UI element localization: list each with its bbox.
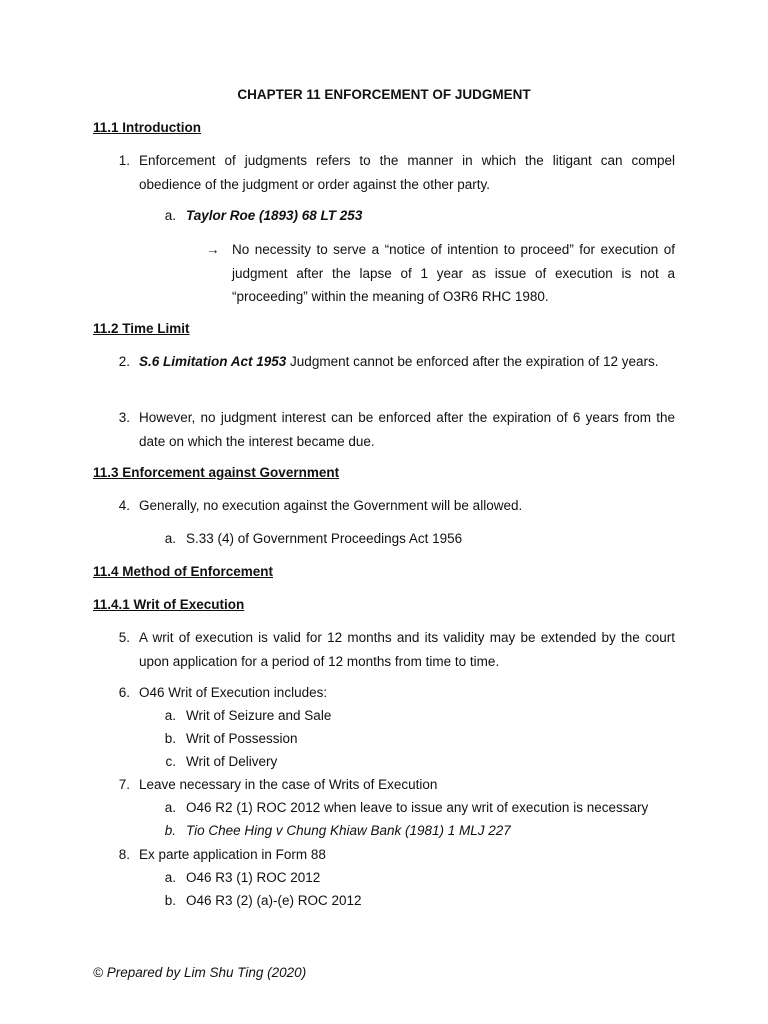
sub-item-letter: b.: [164, 823, 176, 838]
item-number: 3.: [118, 410, 130, 425]
sub-item-text: S.33 (4) of Government Proceedings Act 1956: [186, 531, 463, 546]
sub-item-letter: a.: [164, 708, 176, 723]
sub-item-letter: a.: [164, 870, 176, 885]
item-text: Enforcement of judgments refers to the manner in which the litigant can compel obedience of the judgment or order against the other party.: [139, 153, 675, 192]
sub-item-letter: a.: [164, 800, 176, 815]
item-number: 6.: [118, 685, 130, 700]
item-text: Ex parte application in Form 88: [139, 847, 326, 862]
chapter-title: CHAPTER 11 ENFORCEMENT OF JUDGMENT: [237, 87, 531, 102]
sub-item-text: Writ of Seizure and Sale: [186, 708, 332, 723]
sub-item-text: O46 R2 (1) ROC 2012 when leave to issue any writ of execution is necessary: [186, 800, 649, 815]
sub-item-text: O46 R3 (1) ROC 2012: [186, 870, 321, 885]
item-text: Generally, no execution against the Government will be allowed.: [139, 498, 523, 513]
section-heading-introduction: 11.1 Introduction: [93, 120, 202, 135]
item-number: 2.: [118, 354, 130, 369]
sub-item-letter: b.: [164, 731, 176, 746]
right-arrow-icon: →: [206, 242, 220, 257]
item-text-rest: Judgment cannot be enforced after the expiration of 12 years.: [286, 354, 659, 369]
item-text: [139, 350, 675, 374]
item-number: 8.: [118, 847, 130, 862]
case-citation: Taylor Roe (1893) 68 LT 253: [186, 208, 363, 223]
section-heading-time-limit: 11.2 Time Limit: [93, 321, 190, 336]
item-number: 7.: [118, 777, 130, 792]
item-number: 4.: [118, 498, 130, 513]
sub-item-text: Writ of Possession: [186, 731, 298, 746]
footer-credit: © Prepared by Lim Shu Ting (2020): [93, 965, 307, 980]
item-text: Leave necessary in the case of Writs of Execution: [139, 777, 438, 792]
statute-reference: S.6 Limitation Act 1953: [139, 354, 287, 369]
item-text: A writ of execution is valid for 12 months and its validity may be extended by the court upon application for a period of 12 months from time to time.: [139, 630, 675, 669]
section-heading-method-enforcement: 11.4 Method of Enforcement: [93, 564, 274, 579]
item-number: 1.: [118, 153, 130, 168]
sub-item-text: Writ of Delivery: [186, 754, 278, 769]
sub-item-letter: c.: [165, 754, 176, 769]
sub-item-text: O46 R3 (2) (a)-(e) ROC 2012: [186, 893, 362, 908]
item-text: However, no judgment interest can be enforced after the expiration of 6 years from the date on which the interest became due.: [139, 410, 675, 449]
section-heading-enforcement-government: 11.3 Enforcement against Government: [93, 465, 340, 480]
item-number: 5.: [118, 630, 130, 645]
sub-item-letter: a.: [164, 531, 176, 546]
item-text: O46 Writ of Execution includes:: [139, 685, 328, 700]
case-note-text: No necessity to serve a “notice of intention to proceed” for execution of judgment after the lapse of 1 year as issue of execution is not a “proceeding” within the meaning of O3R6 RHC 1980.: [232, 242, 675, 304]
sub-item-letter: b.: [164, 893, 176, 908]
case-citation: Tio Chee Hing v Chung Khiaw Bank (1981) 1 MLJ 227: [186, 823, 511, 838]
sub-item-letter: a.: [164, 208, 176, 223]
subsection-heading-writ-execution: 11.4.1 Writ of Execution: [93, 597, 245, 612]
